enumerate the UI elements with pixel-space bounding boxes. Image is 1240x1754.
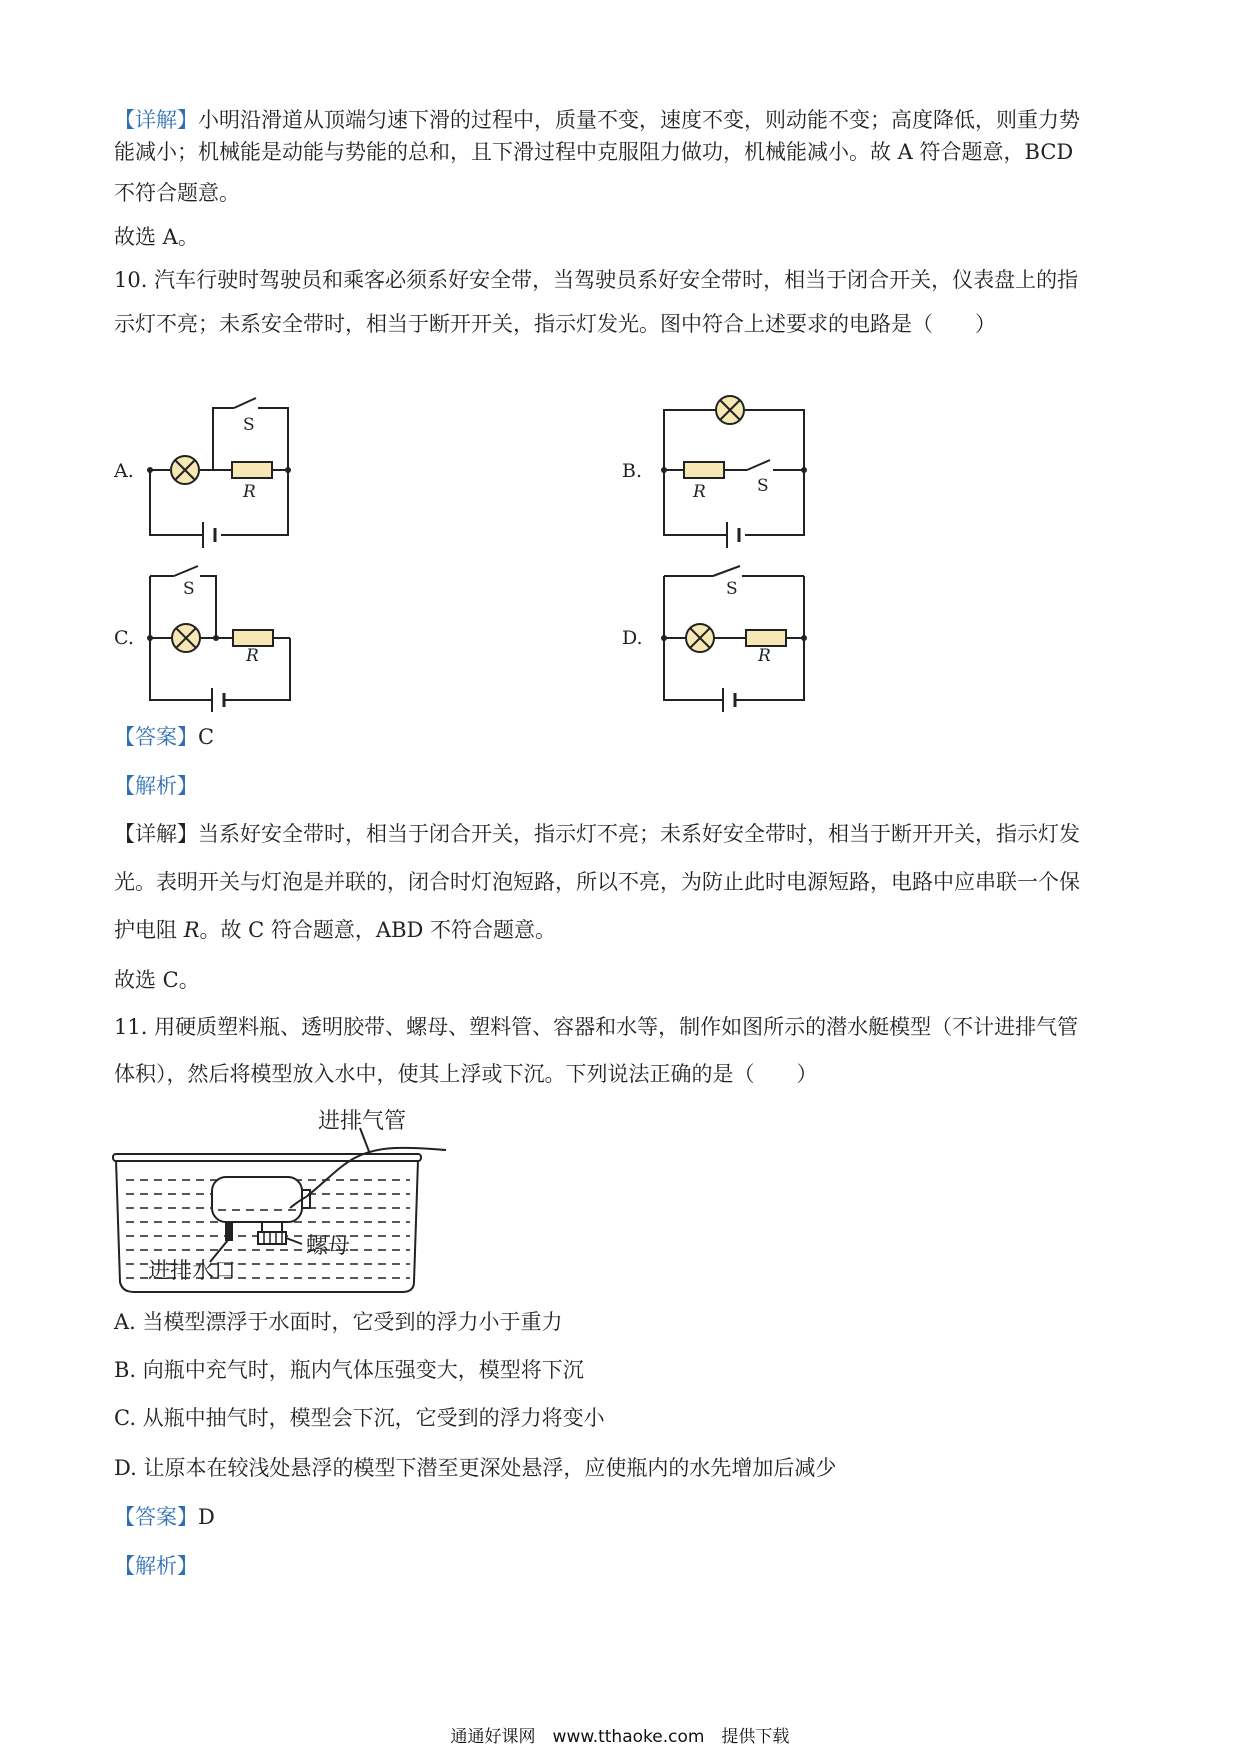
resistor-label-b: R [693,482,706,502]
q10-detail-line2: 光。表明开关与灯泡是并联的，闭合时灯泡短路，所以不亮，为防止此时电源短路，电路中应串联一个保 [114,870,1080,894]
q9-detail-line3: 不符合题意。 [114,181,240,205]
switch-label-b: S [757,476,769,496]
analysis-tag: 【解析】 [114,774,198,798]
switch-label-d: S [726,579,738,599]
q11-option-d: D. 让原本在较浅处悬浮的模型下潜至更深处悬浮，应使瓶内的水先增加后减少 [114,1456,837,1480]
q10-conclusion: 故选 C。 [114,968,200,992]
detail-text: 小明沿滑道从顶端匀速下滑的过程中，质量不变，速度不变，则动能不变；高度降低，则重力势 [198,108,1080,132]
switch-label-a: S [243,415,255,435]
q9-detail-line2: 能减小；机械能是动能与势能的总和，且下滑过程中克服阻力做功，机械能减小。故 A 符合题意，BCD [114,140,1074,164]
option-c-label: C. [114,627,134,649]
answer-tag: 【答案】 [114,1505,198,1529]
option-a-label: A. [114,460,134,482]
resistor-label-c: R [246,646,259,666]
q10-stem-line1: 10. 汽车行驶时驾驶员和乘客必须系好安全带，当驾驶员系好安全带时，相当于闭合开关，仪表盘上的指 [114,268,1079,292]
q9-conclusion: 故选 A。 [114,225,199,249]
detail-tag: 【详解】 [114,108,198,132]
water-port-label: 进排水口 [148,1259,237,1284]
detail-text: 当系好安全带时，相当于闭合开关，指示灯不亮；未系好安全带时，相当于断开开关，指示灯发 [198,822,1080,846]
analysis-tag: 【解析】 [114,1554,198,1578]
q11-answer [114,1493,1124,1542]
q11-analysis-tag [114,1542,1124,1591]
detail-text: 。故 C 符合题意，ABD 不符合题意。 [199,918,557,942]
q11-stem-line2: 体积），然后将模型放入水中，使其上浮或下沉。下列说法正确的是（ ） [114,1062,818,1086]
detail-text: 护电阻 [114,918,184,942]
switch-label-c: S [183,579,195,599]
resistor-label-d: R [758,646,771,666]
q11-stem-line1: 11. 用硬质塑料瓶、透明胶带、螺母、塑料管、容器和水等，制作如图所示的潜水艇模型（不计进排气管 [114,1015,1079,1039]
resistor-variable: R [183,918,200,942]
answer-value: D [198,1505,215,1529]
answer-tag: 【答案】 [114,725,198,749]
q11-option-a: A. 当模型漂浮于水面时，它受到的浮力小于重力 [114,1310,563,1334]
q11-option-b: B. 向瓶中充气时，瓶内气体压强变大，模型将下沉 [114,1358,584,1382]
bottle [212,1177,302,1222]
q11-option-c: C. 从瓶中抽气时，模型会下沉，它受到的浮力将变小 [114,1406,605,1430]
detail-tag: 【详解】 [114,822,198,846]
resistor-label-a: R [243,482,256,502]
q10-stem-line2: 示灯不亮；未系安全带时，相当于断开开关，指示灯发光。图中符合上述要求的电路是（ ） [114,312,996,336]
answer-value: C [198,725,215,749]
page-footer: 通通好课网 www.tthaoke.com 提供下载 [450,1727,790,1747]
option-b-label: B. [622,460,643,482]
nut-label: 螺母 [306,1234,351,1259]
option-d-label: D. [622,627,643,649]
air-pipe-label: 进排气管 [318,1109,407,1134]
